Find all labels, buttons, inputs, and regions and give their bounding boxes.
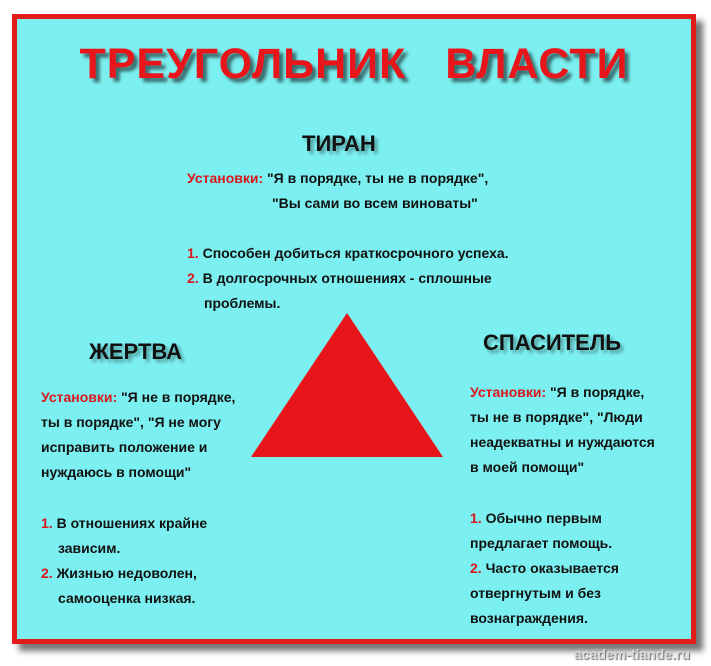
- victim-heading: ЖЕРТВА: [89, 339, 183, 364]
- list-item: 2. В долгосрочных отношениях - сплошные: [187, 270, 492, 286]
- victim-attitudes: Установки: "Я не в порядке, ты в порядке", "Я не могу исправить положение и нуждаюсь в помощи": [41, 389, 236, 480]
- tyrant-attitudes-line1: "Я в порядке, ты не в порядке",: [263, 170, 489, 186]
- tyrant-list: 1. Способен добиться краткосрочного успеха. 2. В долгосрочных отношениях - сплошные проблемы.: [187, 241, 509, 316]
- poster-title: ТРЕУГОЛЬНИК ВЛАСТИ: [79, 40, 629, 88]
- list-item: 2. Жизнью недоволен,: [41, 565, 197, 581]
- list-item: 1. Способен добиться краткосрочного успеха.: [187, 245, 509, 261]
- tyrant-attitudes-line2: "Вы сами во всем виноваты": [272, 195, 478, 211]
- watermark: academ-tiande.ru: [574, 646, 690, 662]
- tyrant-heading: ТИРАН: [302, 131, 376, 156]
- rescuer-list: 1. Обычно первым предлагает помощь. 2. Часто оказывается отвергнутым и без вознаграждения.: [470, 506, 619, 631]
- list-item: 2. Часто оказывается: [470, 560, 619, 576]
- tyrant-attitudes-label: Установки:: [187, 170, 264, 186]
- list-item: 1. Обычно первым: [470, 510, 602, 526]
- victim-list: 1. В отношениях крайне зависим. 2. Жизнью недоволен, самооценка низкая.: [41, 511, 207, 611]
- rescuer-attitudes: Установки: "Я в порядке, ты не в порядке", "Люди неадекватны и нуждаются в моей помощи": [470, 384, 655, 475]
- tyrant-attitudes: [187, 166, 488, 216]
- rescuer-heading: СПАСИТЕЛЬ: [483, 330, 622, 355]
- list-item: 1. В отношениях крайне: [41, 515, 208, 531]
- power-triangle: [249, 311, 445, 461]
